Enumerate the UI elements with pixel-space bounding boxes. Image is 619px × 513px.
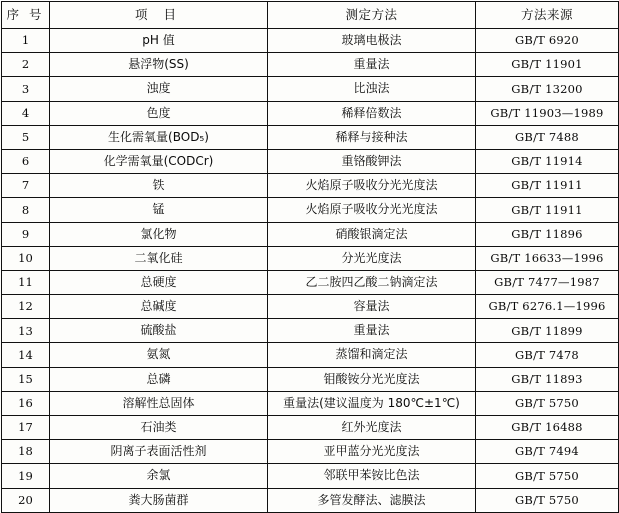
- cell-method: 红外光度法: [268, 416, 476, 440]
- cell-method: 硝酸银滴定法: [268, 222, 476, 246]
- cell-no: 6: [2, 149, 50, 173]
- cell-no: 4: [2, 101, 50, 125]
- cell-no: 15: [2, 367, 50, 391]
- cell-source: GB/T 16633—1996: [476, 246, 619, 270]
- cell-method: 钼酸铵分光光度法: [268, 367, 476, 391]
- table-header-row: [2, 2, 619, 29]
- cell-source: GB/T 13200: [476, 77, 619, 101]
- cell-item: 阴离子表面活性剂: [50, 440, 268, 464]
- cell-method: 蒸馏和滴定法: [268, 343, 476, 367]
- cell-method: 重量法: [268, 319, 476, 343]
- cell-no: 11: [2, 270, 50, 294]
- cell-method: 邻联甲苯铵比色法: [268, 464, 476, 488]
- cell-item: 浊度: [50, 77, 268, 101]
- column-header-no: 序 号: [2, 2, 50, 29]
- cell-item: 氨氮: [50, 343, 268, 367]
- cell-method: 比浊法: [268, 77, 476, 101]
- cell-item: 化学需氧量(CODCr): [50, 149, 268, 173]
- table-row: [2, 270, 619, 294]
- cell-method: 多管发酵法、滤膜法: [268, 488, 476, 512]
- cell-no: 14: [2, 343, 50, 367]
- table-row: [2, 343, 619, 367]
- cell-method: 容量法: [268, 295, 476, 319]
- cell-no: 1: [2, 29, 50, 53]
- cell-no: 3: [2, 77, 50, 101]
- cell-method: 火焰原子吸收分光光度法: [268, 198, 476, 222]
- cell-item: 生化需氧量(BOD₅): [50, 125, 268, 149]
- cell-source: GB/T 11896: [476, 222, 619, 246]
- cell-no: 19: [2, 464, 50, 488]
- cell-item: pH 值: [50, 29, 268, 53]
- cell-source: GB/T 16488: [476, 416, 619, 440]
- table-row: [2, 149, 619, 173]
- cell-source: GB/T 6276.1—1996: [476, 295, 619, 319]
- table-row: [2, 246, 619, 270]
- cell-no: 5: [2, 125, 50, 149]
- cell-no: 12: [2, 295, 50, 319]
- cell-no: 9: [2, 222, 50, 246]
- table-row: [2, 416, 619, 440]
- table-header: [2, 2, 619, 29]
- cell-no: 7: [2, 174, 50, 198]
- cell-no: 16: [2, 391, 50, 415]
- cell-method: 亚甲蓝分光光度法: [268, 440, 476, 464]
- cell-item: 色度: [50, 101, 268, 125]
- table-row: [2, 222, 619, 246]
- cell-item: 硫酸盐: [50, 319, 268, 343]
- table-row: [2, 464, 619, 488]
- table-row: [2, 101, 619, 125]
- cell-no: 18: [2, 440, 50, 464]
- cell-no: 8: [2, 198, 50, 222]
- table-row: [2, 29, 619, 53]
- cell-source: GB/T 5750: [476, 464, 619, 488]
- table-row: [2, 440, 619, 464]
- table-body: [2, 29, 619, 513]
- table-row: [2, 367, 619, 391]
- cell-source: GB/T 11911: [476, 198, 619, 222]
- cell-item: 石油类: [50, 416, 268, 440]
- table-row: [2, 295, 619, 319]
- cell-source: GB/T 6920: [476, 29, 619, 53]
- cell-method: 稀释与接种法: [268, 125, 476, 149]
- cell-method: 火焰原子吸收分光光度法: [268, 174, 476, 198]
- water-test-methods-table: [1, 1, 619, 513]
- cell-no: 13: [2, 319, 50, 343]
- cell-source: GB/T 11899: [476, 319, 619, 343]
- cell-item: 铁: [50, 174, 268, 198]
- cell-source: GB/T 7478: [476, 343, 619, 367]
- cell-method: 重铬酸钾法: [268, 149, 476, 173]
- cell-item: 溶解性总固体: [50, 391, 268, 415]
- cell-item: 粪大肠菌群: [50, 488, 268, 512]
- cell-source: GB/T 5750: [476, 391, 619, 415]
- table-row: [2, 125, 619, 149]
- cell-item: 锰: [50, 198, 268, 222]
- cell-no: 17: [2, 416, 50, 440]
- table-row: [2, 198, 619, 222]
- cell-source: GB/T 11911: [476, 174, 619, 198]
- cell-method: 稀释倍数法: [268, 101, 476, 125]
- cell-item: 总硬度: [50, 270, 268, 294]
- cell-source: GB/T 5750: [476, 488, 619, 512]
- cell-no: 2: [2, 53, 50, 77]
- table-row: [2, 53, 619, 77]
- cell-source: GB/T 11901: [476, 53, 619, 77]
- document-page: [0, 1, 619, 510]
- cell-no: 10: [2, 246, 50, 270]
- cell-source: GB/T 11914: [476, 149, 619, 173]
- cell-source: GB/T 11903—1989: [476, 101, 619, 125]
- cell-method: 玻璃电极法: [268, 29, 476, 53]
- cell-method: 重量法(建议温度为 180℃±1℃): [268, 391, 476, 415]
- cell-method: 重量法: [268, 53, 476, 77]
- table-row: [2, 174, 619, 198]
- column-header-item: 项 目: [50, 2, 268, 29]
- cell-method: 乙二胺四乙酸二钠滴定法: [268, 270, 476, 294]
- column-header-method: 测定方法: [268, 2, 476, 29]
- cell-item: 余氯: [50, 464, 268, 488]
- cell-item: 氯化物: [50, 222, 268, 246]
- cell-no: 20: [2, 488, 50, 512]
- table-row: [2, 77, 619, 101]
- cell-item: 总碱度: [50, 295, 268, 319]
- cell-source: GB/T 7494: [476, 440, 619, 464]
- cell-item: 总磷: [50, 367, 268, 391]
- table-row: [2, 319, 619, 343]
- cell-source: GB/T 7477—1987: [476, 270, 619, 294]
- cell-item: 二氧化硅: [50, 246, 268, 270]
- cell-source: GB/T 7488: [476, 125, 619, 149]
- column-header-source: 方法来源: [476, 2, 619, 29]
- table-row: [2, 391, 619, 415]
- cell-method: 分光光度法: [268, 246, 476, 270]
- cell-item: 悬浮物(SS): [50, 53, 268, 77]
- cell-source: GB/T 11893: [476, 367, 619, 391]
